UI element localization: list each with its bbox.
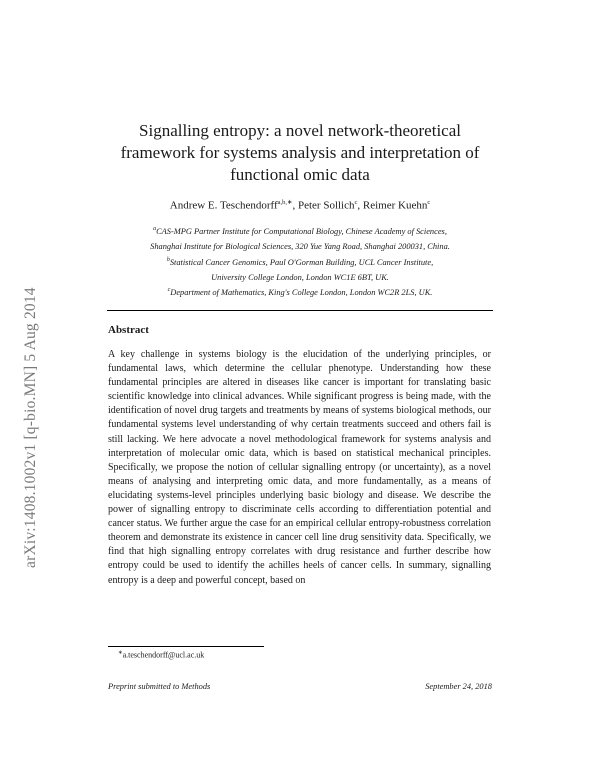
title-line: framework for systems analysis and interpretation of (120, 143, 480, 162)
affiliation-line: $^a$CAS-MPG Partner Institute for Computational Biology, Chinese Academy of Sciences, (153, 226, 447, 236)
abstract-body: A key challenge in systems biology is the elucidation of the underlying principles, or fundamental laws, which determine the cellular phenotype. Understanding how these fundamental principles are altered in diseases like cancer is important for translating basic scientific knowledge into clinical advances. While significant progress is being made, with the identification of novel drug targets and treatments by means of systems biological methods, our fundamental systems level understanding of why certain treatments succeed and others fail is still lacking. We here advocate a novel methodological framework for systems analysis and interpretation of molecular omic data, which is based on statistical mechanical principles. Specifically, we propose the notion of cellular signalling entropy (or uncertainty), as a novel means of analysing and interpreting omic data, and more fundamentally, as a means of elucidating systems-level principles underlying basic biology and disease. We describe the power of signalling entropy to discriminate cells according to differentiation potential and cancer status. We further argue the case for an empirical cellular entropy-robustness correlation theorem and demonstrate its existence in cancer cell line drug sensitivity data. Specifically, we find that high signalling entropy correlates with drug resistance and further describe how entropy could be used to identify the achilles heels of cancer cells. In summary, signalling entropy is a deep and powerful concept, based on (108, 349, 491, 586)
affiliation-line: Shanghai Institute for Biological Sciences, 320 Yue Yang Road, Shanghai 200031, China. (150, 242, 450, 252)
abstract-heading: Abstract (108, 324, 149, 336)
author-affiliation-mark: c (427, 199, 431, 206)
affiliation-line: $^c$Department of Mathematics, King's College London, London WC2R 2LS, UK. (167, 287, 433, 297)
document-date: September 24, 2018 (425, 682, 492, 691)
author-affiliation-mark: a,b,∗ (277, 199, 293, 206)
footnote-mark: ∗ (118, 650, 123, 656)
author-affiliation-mark: c (354, 199, 358, 206)
paper-title (100, 120, 500, 186)
preprint-note: Preprint submitted to Methods (108, 682, 211, 691)
affiliations (96, 223, 504, 299)
footnote-rule (108, 646, 264, 647)
author-name: Reimer Kuehn (362, 199, 428, 212)
author-name: Peter Sollich (297, 199, 355, 212)
arxiv-identifier: arXiv:1408.1002v1 [q-bio.MN] 5 Aug 2014 (22, 287, 39, 568)
corresponding-author-footnote (118, 650, 204, 660)
author-name: Andrew E. Teschendorff (169, 199, 278, 212)
abstract-top-rule (107, 310, 493, 311)
title-line: functional omic data (230, 165, 370, 184)
author-list: Andrew E. Teschendorff$^{a,b,∗}$, Peter Sollich$^c$, Reimer Kuehn$^c$ (169, 199, 431, 212)
title-line: Signalling entropy: a novel network-theoretical (139, 121, 461, 140)
affiliation-line: $^b$Statistical Cancer Genomics, Paul O'Gorman Building, UCL Cancer Institute, (166, 256, 434, 267)
affiliation-line: University College London, London WC1E 6BT, UK. (211, 272, 389, 282)
footnote-email: a.teschendorff@ucl.ac.uk (122, 650, 205, 660)
